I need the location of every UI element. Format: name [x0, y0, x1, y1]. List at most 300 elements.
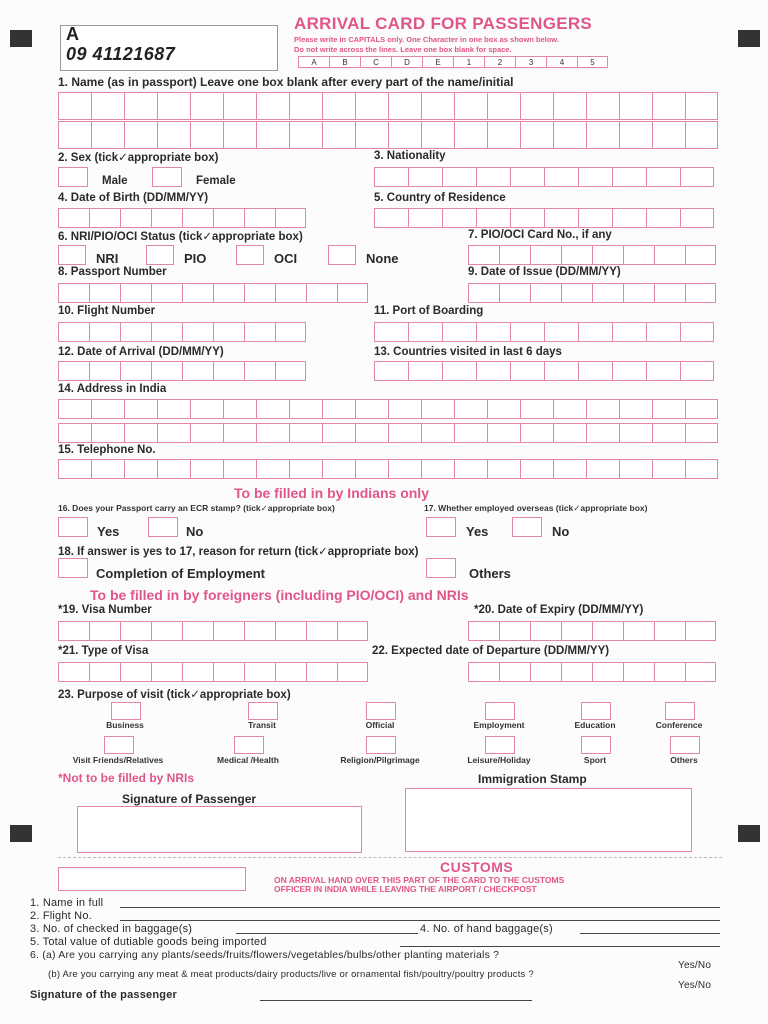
purpose-checkbox[interactable] — [485, 736, 515, 754]
char-cell[interactable] — [151, 662, 182, 682]
char-cell[interactable] — [124, 399, 157, 419]
char-cell[interactable] — [91, 121, 124, 149]
char-cell[interactable] — [421, 459, 454, 479]
char-cell[interactable] — [244, 361, 275, 381]
char-cell[interactable] — [289, 399, 322, 419]
char-cell[interactable] — [275, 621, 306, 641]
char-cell[interactable] — [685, 423, 718, 443]
char-cell[interactable] — [322, 399, 355, 419]
char-cell[interactable] — [578, 167, 612, 187]
char-cell[interactable] — [213, 208, 244, 228]
char-cell[interactable] — [685, 283, 716, 303]
char-cell[interactable] — [58, 322, 89, 342]
char-cell[interactable] — [289, 92, 322, 120]
purpose-checkbox[interactable] — [366, 702, 396, 720]
char-cell[interactable] — [654, 662, 685, 682]
visa-type-field[interactable] — [58, 662, 368, 682]
char-cell[interactable] — [322, 423, 355, 443]
char-cell[interactable] — [275, 662, 306, 682]
q16-yes-checkbox[interactable] — [58, 517, 88, 537]
char-cell[interactable] — [124, 459, 157, 479]
char-cell[interactable] — [530, 283, 561, 303]
char-cell[interactable] — [289, 459, 322, 479]
char-cell[interactable] — [499, 283, 530, 303]
char-cell[interactable] — [421, 423, 454, 443]
customs-value-label: 5. Total value of dutiable goods being imported — [30, 936, 267, 948]
char-cell[interactable] — [685, 92, 718, 120]
char-cell[interactable] — [520, 459, 553, 479]
char-cell[interactable] — [619, 92, 652, 120]
char-cell[interactable] — [58, 459, 91, 479]
country-residence-label: 5. Country of Residence — [374, 192, 506, 204]
port-field[interactable] — [374, 322, 714, 342]
char-cell[interactable] — [487, 92, 520, 120]
purpose-checkbox[interactable] — [581, 736, 611, 754]
char-cell[interactable] — [244, 662, 275, 682]
oci-checkbox[interactable] — [236, 245, 264, 265]
char-cell[interactable] — [454, 121, 487, 149]
char-cell[interactable] — [561, 283, 592, 303]
char-cell[interactable] — [408, 361, 442, 381]
char-cell[interactable] — [256, 399, 289, 419]
char-cell[interactable] — [442, 361, 476, 381]
char-cell[interactable] — [182, 208, 213, 228]
country-residence-field[interactable] — [374, 208, 714, 228]
char-cell[interactable] — [619, 423, 652, 443]
char-cell[interactable] — [355, 459, 388, 479]
char-cell[interactable] — [612, 208, 646, 228]
char-cell[interactable] — [586, 423, 619, 443]
char-cell[interactable] — [520, 423, 553, 443]
char-cell[interactable] — [157, 121, 190, 149]
char-cell[interactable] — [586, 92, 619, 120]
char-cell[interactable] — [58, 621, 89, 641]
char-cell[interactable] — [578, 208, 612, 228]
char-cell[interactable] — [654, 283, 685, 303]
char-cell[interactable] — [619, 399, 652, 419]
char-cell[interactable] — [454, 92, 487, 120]
char-cell[interactable] — [151, 361, 182, 381]
char-cell[interactable] — [476, 322, 510, 342]
purpose-checkbox[interactable] — [665, 702, 695, 720]
char-cell[interactable] — [337, 621, 368, 641]
char-cell[interactable] — [120, 208, 151, 228]
char-cell[interactable] — [91, 399, 124, 419]
char-cell[interactable] — [89, 361, 120, 381]
char-cell[interactable] — [685, 121, 718, 149]
char-cell[interactable] — [124, 92, 157, 120]
char-cell[interactable] — [223, 121, 256, 149]
char-cell[interactable] — [151, 322, 182, 342]
customs-flight-label: 2. Flight No. — [30, 910, 92, 922]
char-cell[interactable] — [256, 121, 289, 149]
char-cell[interactable] — [623, 245, 654, 265]
char-cell[interactable] — [374, 167, 408, 187]
char-cell[interactable] — [652, 423, 685, 443]
purpose-label: Religion/Pilgrimage — [340, 755, 420, 765]
char-cell[interactable] — [58, 121, 91, 149]
purpose-checkbox[interactable] — [111, 702, 141, 720]
char-cell[interactable] — [408, 322, 442, 342]
address-field-line-2[interactable] — [58, 423, 718, 443]
purpose-checkbox[interactable] — [485, 702, 515, 720]
char-cell[interactable] — [510, 208, 544, 228]
departure-label: 22. Expected date of Departure (DD/MM/YY) — [372, 645, 610, 657]
char-cell[interactable] — [355, 121, 388, 149]
char-cell[interactable] — [89, 662, 120, 682]
char-cell[interactable] — [553, 121, 586, 149]
char-cell[interactable] — [652, 459, 685, 479]
char-cell[interactable] — [182, 621, 213, 641]
char-cell[interactable] — [120, 322, 151, 342]
char-cell[interactable] — [499, 245, 530, 265]
char-cell[interactable] — [619, 121, 652, 149]
purpose-label: Official — [365, 720, 395, 730]
char-cell[interactable] — [289, 121, 322, 149]
char-cell[interactable] — [89, 621, 120, 641]
char-cell[interactable] — [454, 399, 487, 419]
char-cell[interactable] — [91, 92, 124, 120]
char-cell[interactable] — [623, 621, 654, 641]
char-cell[interactable] — [544, 322, 578, 342]
char-cell[interactable] — [151, 621, 182, 641]
char-cell[interactable] — [421, 399, 454, 419]
char-cell[interactable] — [89, 283, 120, 303]
example-char-box: 1 — [453, 56, 484, 68]
customs-checked-line[interactable] — [236, 933, 418, 934]
char-cell[interactable] — [213, 322, 244, 342]
char-cell[interactable] — [623, 662, 654, 682]
char-cell[interactable] — [151, 283, 182, 303]
char-cell[interactable] — [468, 283, 499, 303]
char-cell[interactable] — [421, 121, 454, 149]
char-cell[interactable] — [646, 208, 680, 228]
serial-letter: A — [66, 24, 79, 44]
char-cell[interactable] — [553, 423, 586, 443]
customs-meat-yesno[interactable]: Yes/No — [678, 980, 712, 991]
char-cell[interactable] — [244, 283, 275, 303]
pio-card-field[interactable] — [468, 245, 716, 265]
char-cell[interactable] — [157, 399, 190, 419]
issue-date-field[interactable] — [468, 283, 716, 303]
char-cell[interactable] — [592, 283, 623, 303]
visa-type-label: *21. Type of Visa — [58, 645, 149, 657]
signature-box[interactable] — [77, 806, 362, 853]
char-cell[interactable] — [510, 361, 544, 381]
char-cell[interactable] — [680, 361, 714, 381]
purpose-checkbox[interactable] — [581, 702, 611, 720]
char-cell[interactable] — [544, 167, 578, 187]
char-cell[interactable] — [592, 662, 623, 682]
telephone-field[interactable] — [58, 459, 718, 479]
char-cell[interactable] — [499, 621, 530, 641]
char-cell[interactable] — [58, 399, 91, 419]
q16-no-checkbox[interactable] — [148, 517, 178, 537]
char-cell[interactable] — [468, 245, 499, 265]
passport-field[interactable] — [58, 283, 368, 303]
char-cell[interactable] — [120, 621, 151, 641]
char-cell[interactable] — [89, 208, 120, 228]
name-field-line-2[interactable] — [58, 121, 718, 149]
char-cell[interactable] — [612, 361, 646, 381]
char-cell[interactable] — [520, 92, 553, 120]
char-cell[interactable] — [120, 662, 151, 682]
char-cell[interactable] — [454, 423, 487, 443]
form-title: ARRIVAL CARD FOR PASSENGERS — [294, 14, 593, 33]
char-cell[interactable] — [182, 322, 213, 342]
char-cell[interactable] — [244, 322, 275, 342]
char-cell[interactable] — [89, 322, 120, 342]
char-cell[interactable] — [223, 423, 256, 443]
char-cell[interactable] — [275, 208, 306, 228]
char-cell[interactable] — [190, 423, 223, 443]
char-cell[interactable] — [442, 167, 476, 187]
purpose-checkbox[interactable] — [234, 736, 264, 754]
char-cell[interactable] — [355, 92, 388, 120]
flight-field[interactable] — [58, 322, 306, 342]
char-cell[interactable] — [520, 399, 553, 419]
char-cell[interactable] — [244, 621, 275, 641]
q17-no-checkbox[interactable] — [512, 517, 542, 537]
name-label: 1. Name (as in passport) Leave one box blank after every part of the name/initial — [58, 75, 514, 89]
char-cell[interactable] — [182, 361, 213, 381]
char-cell[interactable] — [157, 423, 190, 443]
char-cell[interactable] — [157, 459, 190, 479]
char-cell[interactable] — [223, 459, 256, 479]
char-cell[interactable] — [646, 167, 680, 187]
example-char-box: 5 — [577, 56, 608, 68]
departure-field[interactable] — [468, 662, 716, 682]
char-cell[interactable] — [685, 399, 718, 419]
char-cell[interactable] — [510, 322, 544, 342]
char-cell[interactable] — [530, 621, 561, 641]
pio-checkbox[interactable] — [146, 245, 174, 265]
arrival-date-field[interactable] — [58, 361, 306, 381]
char-cell[interactable] — [91, 423, 124, 443]
char-cell[interactable] — [578, 361, 612, 381]
char-cell[interactable] — [530, 245, 561, 265]
char-cell[interactable] — [487, 399, 520, 419]
char-cell[interactable] — [355, 399, 388, 419]
char-cell[interactable] — [256, 92, 289, 120]
char-cell[interactable] — [58, 361, 89, 381]
char-cell[interactable] — [592, 621, 623, 641]
char-cell[interactable] — [685, 621, 716, 641]
customs-note-2: OFFICER IN INDIA WHILE LEAVING THE AIRPORT / CHECKPOST — [274, 884, 537, 894]
char-cell[interactable] — [256, 423, 289, 443]
char-cell[interactable] — [124, 121, 157, 149]
char-cell[interactable] — [275, 361, 306, 381]
char-cell[interactable] — [586, 121, 619, 149]
char-cell[interactable] — [487, 459, 520, 479]
char-cell[interactable] — [223, 399, 256, 419]
char-cell[interactable] — [120, 283, 151, 303]
char-cell[interactable] — [619, 459, 652, 479]
char-cell[interactable] — [355, 423, 388, 443]
name-field-line-1[interactable] — [58, 92, 718, 120]
char-cell[interactable] — [190, 399, 223, 419]
char-cell[interactable] — [652, 121, 685, 149]
example-char-box: 4 — [546, 56, 577, 68]
none-label: None — [366, 251, 399, 266]
q17-yes-checkbox[interactable] — [426, 517, 456, 537]
char-cell[interactable] — [388, 92, 421, 120]
char-cell[interactable] — [586, 459, 619, 479]
char-cell[interactable] — [374, 361, 408, 381]
char-cell[interactable] — [476, 208, 510, 228]
char-cell[interactable] — [520, 121, 553, 149]
char-cell[interactable] — [337, 283, 368, 303]
none-checkbox[interactable] — [328, 245, 356, 265]
char-cell[interactable] — [58, 208, 89, 228]
char-cell[interactable] — [182, 283, 213, 303]
char-cell[interactable] — [612, 167, 646, 187]
char-cell[interactable] — [652, 399, 685, 419]
nri-checkbox[interactable] — [58, 245, 86, 265]
female-checkbox[interactable] — [152, 167, 182, 187]
char-cell[interactable] — [182, 662, 213, 682]
char-cell[interactable] — [58, 283, 89, 303]
char-cell[interactable] — [530, 662, 561, 682]
char-cell[interactable] — [654, 245, 685, 265]
char-cell[interactable] — [388, 399, 421, 419]
countries-field[interactable] — [374, 361, 714, 381]
char-cell[interactable] — [223, 92, 256, 120]
char-cell[interactable] — [553, 399, 586, 419]
char-cell[interactable] — [680, 208, 714, 228]
char-cell[interactable] — [499, 662, 530, 682]
char-cell[interactable] — [58, 662, 89, 682]
char-cell[interactable] — [213, 662, 244, 682]
char-cell[interactable] — [213, 283, 244, 303]
customs-hand-line[interactable] — [580, 933, 720, 934]
char-cell[interactable] — [685, 245, 716, 265]
purpose-checkbox[interactable] — [104, 736, 134, 754]
char-cell[interactable] — [306, 283, 337, 303]
example-char-box: 3 — [515, 56, 546, 68]
char-cell[interactable] — [151, 208, 182, 228]
instruction-line-2: Do not write across the lines. Leave one box blank for space. — [294, 45, 512, 54]
customs-plants-yesno[interactable]: Yes/No — [678, 960, 712, 971]
char-cell[interactable] — [421, 92, 454, 120]
char-cell[interactable] — [685, 459, 718, 479]
char-cell[interactable] — [476, 361, 510, 381]
char-cell[interactable] — [685, 662, 716, 682]
char-cell[interactable] — [561, 245, 592, 265]
char-cell[interactable] — [58, 92, 91, 120]
immigration-label: Immigration Stamp — [478, 772, 587, 786]
customs-signature-line[interactable] — [260, 1000, 532, 1001]
char-cell[interactable] — [578, 322, 612, 342]
char-cell[interactable] — [476, 167, 510, 187]
char-cell[interactable] — [468, 662, 499, 682]
char-cell[interactable] — [612, 322, 646, 342]
purpose-checkbox[interactable] — [670, 736, 700, 754]
purpose-checkbox[interactable] — [366, 736, 396, 754]
char-cell[interactable] — [442, 208, 476, 228]
char-cell[interactable] — [454, 459, 487, 479]
char-cell[interactable] — [190, 459, 223, 479]
male-checkbox[interactable] — [58, 167, 88, 187]
char-cell[interactable] — [322, 459, 355, 479]
char-cell[interactable] — [322, 92, 355, 120]
char-cell[interactable] — [256, 459, 289, 479]
char-cell[interactable] — [592, 245, 623, 265]
char-cell[interactable] — [561, 621, 592, 641]
char-cell[interactable] — [213, 621, 244, 641]
char-cell[interactable] — [646, 361, 680, 381]
char-cell[interactable] — [306, 621, 337, 641]
char-cell[interactable] — [487, 423, 520, 443]
char-cell[interactable] — [442, 322, 476, 342]
char-cell[interactable] — [157, 92, 190, 120]
purpose-checkbox[interactable] — [248, 702, 278, 720]
char-cell[interactable] — [487, 121, 520, 149]
char-cell[interactable] — [213, 361, 244, 381]
address-field-line-1[interactable] — [58, 399, 718, 419]
char-cell[interactable] — [680, 167, 714, 187]
char-cell[interactable] — [306, 662, 337, 682]
visa-expiry-field[interactable] — [468, 621, 716, 641]
char-cell[interactable] — [553, 92, 586, 120]
pio-label: PIO — [184, 251, 207, 266]
char-cell[interactable] — [374, 208, 408, 228]
char-cell[interactable] — [510, 167, 544, 187]
char-cell[interactable] — [244, 208, 275, 228]
char-cell[interactable] — [190, 121, 223, 149]
char-cell[interactable] — [388, 423, 421, 443]
char-cell[interactable] — [322, 121, 355, 149]
others-checkbox[interactable] — [426, 558, 456, 578]
char-cell[interactable] — [646, 322, 680, 342]
char-cell[interactable] — [120, 361, 151, 381]
char-cell[interactable] — [275, 322, 306, 342]
char-cell[interactable] — [553, 459, 586, 479]
char-cell[interactable] — [680, 322, 714, 342]
char-cell[interactable] — [623, 283, 654, 303]
customs-flight-line[interactable] — [120, 920, 720, 921]
char-cell[interactable] — [388, 121, 421, 149]
char-cell[interactable] — [58, 423, 91, 443]
char-cell[interactable] — [124, 423, 157, 443]
char-cell[interactable] — [586, 399, 619, 419]
char-cell[interactable] — [468, 621, 499, 641]
nationality-field[interactable] — [374, 167, 714, 187]
char-cell[interactable] — [652, 92, 685, 120]
char-cell[interactable] — [91, 459, 124, 479]
completion-checkbox[interactable] — [58, 558, 88, 578]
customs-name-line[interactable] — [120, 907, 720, 908]
pio-card-label: 7. PIO/OCI Card No., if any — [468, 229, 612, 241]
visa-number-field[interactable] — [58, 621, 368, 641]
char-cell[interactable] — [408, 208, 442, 228]
char-cell[interactable] — [388, 459, 421, 479]
char-cell[interactable] — [544, 208, 578, 228]
q16-yes-label: Yes — [97, 524, 120, 539]
char-cell[interactable] — [337, 662, 368, 682]
dob-field[interactable] — [58, 208, 306, 228]
char-cell[interactable] — [190, 92, 223, 120]
char-cell[interactable] — [654, 621, 685, 641]
char-cell[interactable] — [544, 361, 578, 381]
char-cell[interactable] — [275, 283, 306, 303]
visa-number-label: *19. Visa Number — [58, 604, 152, 616]
customs-value-line[interactable] — [400, 946, 720, 947]
char-cell[interactable] — [374, 322, 408, 342]
char-cell[interactable] — [408, 167, 442, 187]
char-cell[interactable] — [289, 423, 322, 443]
char-cell[interactable] — [561, 662, 592, 682]
